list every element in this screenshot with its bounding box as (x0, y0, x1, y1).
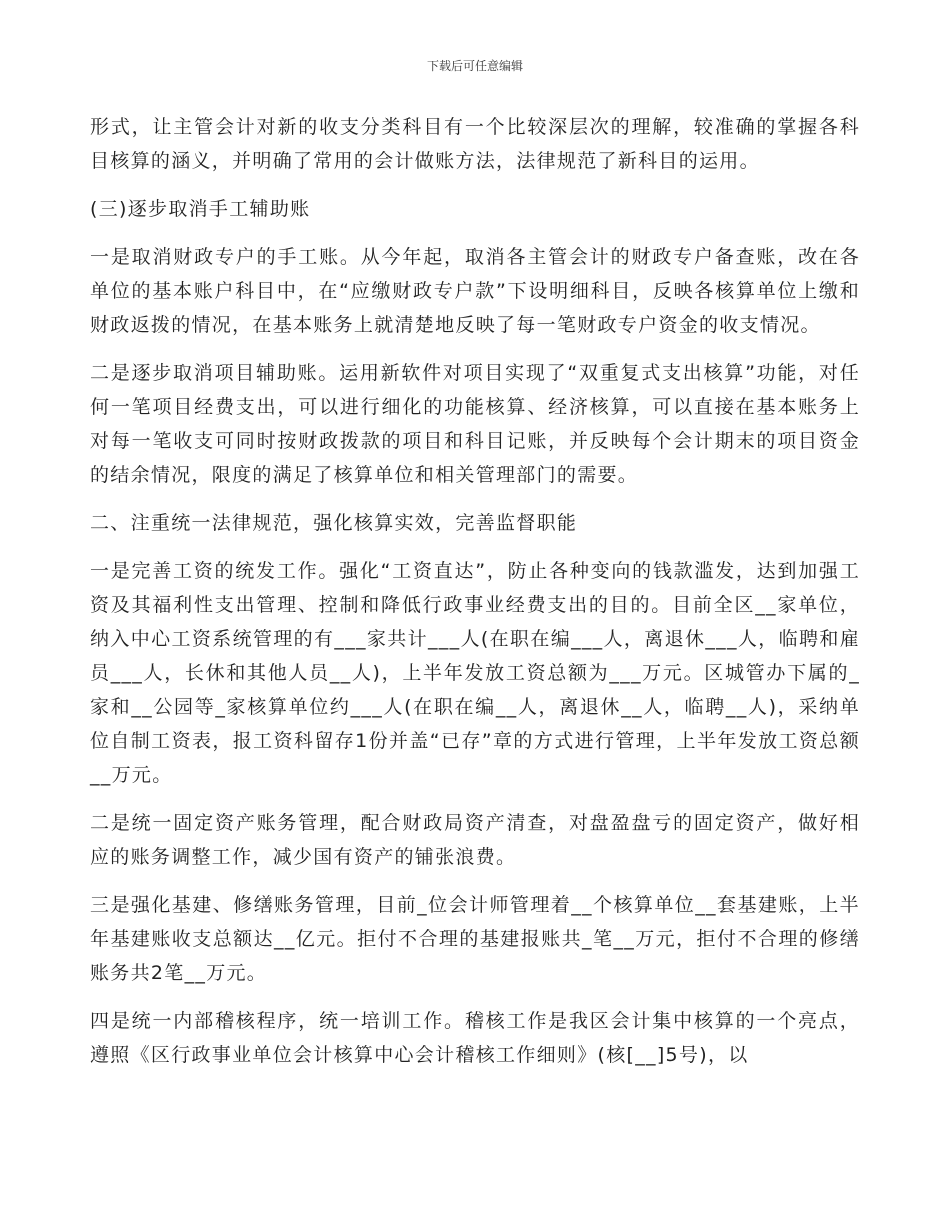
section-heading-3: (三)逐步取消手工辅助账 (90, 198, 311, 220)
paragraph-project-account: 二是逐步取消项目辅助账。运用新软件对项目实现了“双重复式支出核算”功能，对任何一笔项目经费支出，可以进行细化的功能核算、经济核算，可以直接在基本账务上对每一笔收支可同时按财政拨款的项目和科目记账，并反映每个会计期末的项目资金的结余情况，限度的满足了核算单位和相关管理部门的需要。 (90, 362, 860, 486)
paragraph-salary: 一是完善工资的统发工作。强化“工资直达”，防止各种变向的钱款滥发，达到加强工资及其福利性支出管理、控制和降低行政事业经费支出的目的。目前全区__家单位，纳入中心工资系统管理的有___家共计___人(在职在编___人，离退休___人，临聘和雇员___人，长休和其他人员__人)，上半年发放工资总额为___万元。区城管办下属的_家和__公园等_家核算单位约___人(在职在编__人，离退休__人，临聘__人)，采纳单位自制工资表，报工资科留存1份并盖“已存”章的方式进行管理，上半年发放工资总额__万元。 (90, 560, 860, 786)
paragraph-audit: 四是统一内部稽核程序，统一培训工作。稽核工作是我区会计集中核算的一个亮点，遵照《区行政事业单位会计核算中心会计稽核工作细则》(核[__]5号)，以 (90, 1010, 860, 1066)
document-body (90, 110, 860, 1086)
paragraph-special-account: 一是取消财政专户的手工账。从今年起，取消各主管会计的财政专户备查账，改在各单位的基本账户科目中，在“应缴财政专户款”下设明细科目，反映各核算单位上缴和财政返拨的情况，在基本账务上就清楚地反映了每一笔财政专户资金的收支情况。 (90, 246, 860, 336)
page-header-note: 下载后可任意编辑 (426, 59, 523, 73)
paragraph-construction: 三是强化基建、修缮账务管理，目前_位会计师管理着__个核算单位__套基建账，上半年基建账收支总额达__亿元。拒付不合理的基建报账共_笔__万元，拒付不合理的修缮账务共2笔__万元。 (90, 894, 860, 984)
section-heading-2: 二、注重统一法律规范，强化核算实效，完善监督职能 (90, 512, 578, 534)
paragraph-continuation: 形式，让主管会计对新的收支分类科目有一个比较深层次的理解，较准确的掌握各科目核算的涵义，并明确了常用的会计做账方法，法律规范了新科目的运用。 (90, 116, 860, 172)
paragraph-fixed-assets: 二是统一固定资产账务管理，配合财政局资产清查，对盘盈盘亏的固定资产，做好相应的账务调整工作，减少国有资产的铺张浪费。 (90, 812, 860, 868)
